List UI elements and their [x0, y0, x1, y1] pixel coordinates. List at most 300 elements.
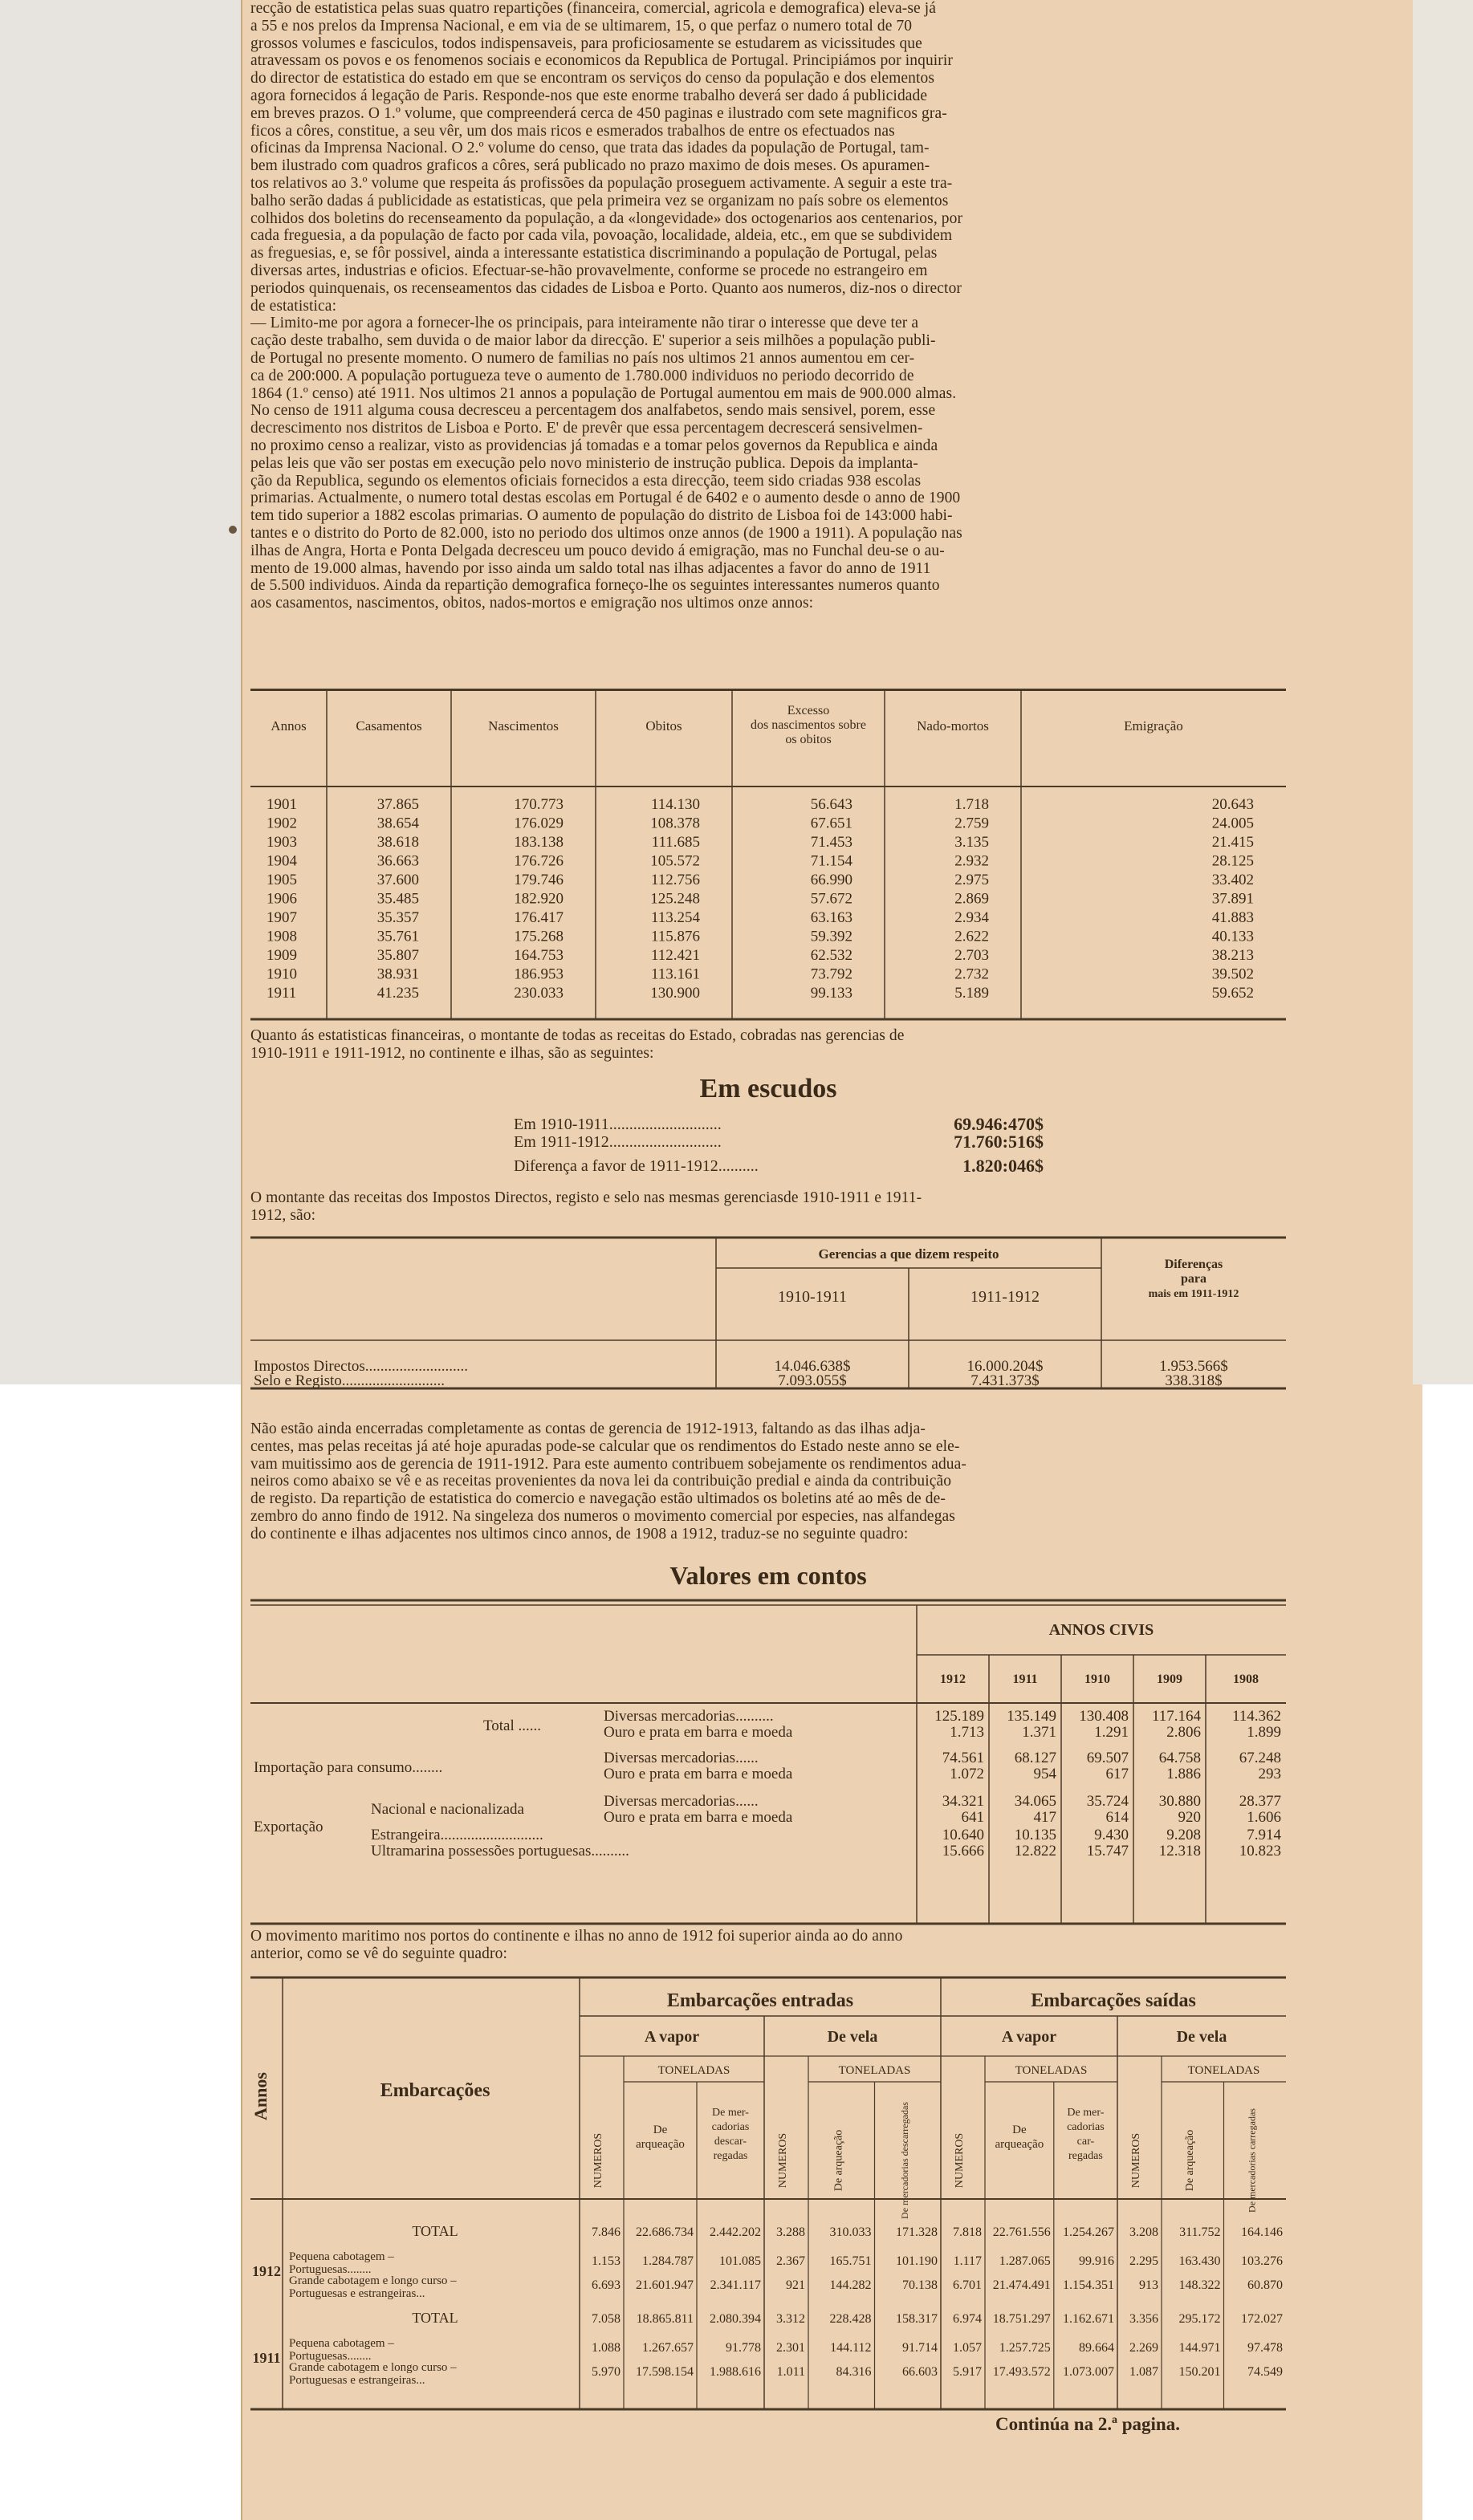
table-cell: 1.713 — [950, 1724, 984, 1741]
text-line: recção de estatistica pelas suas quatro repartições (financeira, comercial, agricola e demografica) eleva-se já — [250, 0, 937, 17]
table-cell: 12.822 — [1014, 1843, 1056, 1860]
col-header: car- — [1076, 2136, 1095, 2148]
table-cell: 176.029 — [514, 815, 564, 832]
table-cell: 38.931 — [376, 965, 419, 983]
table-cell: 38.654 — [376, 815, 419, 832]
table-cell: 41.883 — [1211, 909, 1254, 926]
table-cell: 36.663 — [376, 852, 419, 870]
table-cell: 7.058 — [592, 2312, 621, 2326]
text-line: agora fornecidos á legação de Paris. Responde-nos que este enorme trabalho deverá ser dado á publicidade — [250, 87, 928, 104]
column-header: Emigração — [1124, 718, 1183, 734]
text-line: a 55 e nos prelos da Imprensa Nacional, e em via de se ultimarem, 15, o que perfaz o numero total de 70 — [250, 17, 913, 35]
table-cell: 230.033 — [514, 985, 564, 1002]
row-label: Ouro e prata em barra e moeda — [604, 1724, 793, 1741]
table-cell: 913 — [1139, 2278, 1158, 2292]
table-cell: 3.356 — [1129, 2312, 1158, 2326]
table-cell: 920 — [1178, 1809, 1201, 1826]
table-cell: 170.773 — [514, 796, 564, 813]
table-cell: 99.916 — [1079, 2254, 1114, 2268]
year-cell: 1909 — [267, 947, 297, 964]
text-line: as freguesias, e, se fôr possivel, ainda a interessante estatistica discriminando a população de Portugal, pelas — [250, 245, 938, 262]
table-cell: 1.899 — [1247, 1724, 1281, 1741]
table-cell: 125.189 — [934, 1708, 984, 1725]
table-cell: 144.112 — [830, 2341, 872, 2355]
table-cell: 2.934 — [954, 909, 989, 926]
table-cell: 20.643 — [1211, 796, 1254, 813]
table-cell: 1.718 — [954, 796, 989, 813]
table-cell: 954 — [1033, 1766, 1056, 1782]
table-cell: 2.732 — [954, 965, 989, 983]
column-header: 1910-1911 — [778, 1288, 847, 1306]
table-cell: 37.865 — [376, 796, 419, 813]
text-line: centes, mas pelas receitas já até hoje apuradas pode-se calcular que os rendimentos do Estado neste anno se ele- — [250, 1437, 960, 1455]
table-cell: 101.085 — [719, 2254, 761, 2268]
table-cell: 158.317 — [896, 2312, 938, 2326]
text-line: de 5.500 individuos. Ainda da repartição demografica forneço-lhe os seguintes interessantes numeros quanto — [250, 577, 940, 595]
text-line: vam muitissimo aos de gerencia de 1911-1912. Para este aumento contribuem sobejamente os rendimentos adua- — [250, 1455, 967, 1473]
subgroup-header: A vapor — [1001, 2028, 1057, 2046]
column-header: para — [1181, 1272, 1206, 1286]
year-cell: 1905 — [267, 872, 297, 888]
text-line: zembro do anno findo de 1912. Na singeleza dos numeros o movimento comercial por especies, nas alfandegas — [250, 1507, 955, 1525]
table-cell: 2.295 — [1129, 2254, 1158, 2268]
table-cell: 183.138 — [514, 834, 564, 851]
taxes-table — [250, 1236, 1286, 1396]
table-cell: 28.377 — [1239, 1793, 1281, 1810]
table-cell: 2.341.117 — [710, 2278, 761, 2292]
row-label: Ouro e prata em barra e moeda — [604, 1809, 793, 1826]
group-label: Total ...... — [483, 1717, 542, 1734]
table-cell: 57.672 — [810, 890, 852, 908]
table-cell: 164.753 — [514, 947, 564, 964]
table-cell: 163.430 — [1178, 2254, 1221, 2268]
text-line: neiros como abaixo se vê e as receitas provenientes da nova lei da contribuição predial e ainda da contribuição — [250, 1473, 952, 1490]
year-cell: 1911 — [252, 2350, 281, 2366]
subgroup-header: A vapor — [644, 2028, 700, 2046]
table-cell: 70.138 — [902, 2278, 938, 2292]
table-cell: 64.758 — [1158, 1750, 1201, 1766]
table-cell: 1.154.351 — [1063, 2278, 1114, 2292]
table-cell: 150.201 — [1178, 2365, 1221, 2379]
text-line: No censo de 1911 alguma cousa decresceu a percentagem dos analfabetos, sendo mais sensivel, porem, esse — [250, 402, 936, 420]
text-line: ção da Republica, segundo os elementos oficiais fornecidos a esta direcção, teem sido criadas 938 escolas — [250, 472, 922, 490]
year-header: 1908 — [1233, 1673, 1259, 1686]
year-cell: 1903 — [267, 834, 297, 851]
text-line: no proximo censo a realizar, visto as providencias já tomadas e a tomar pelos governos da Republica e ainda — [250, 437, 938, 454]
table-cell: 73.792 — [810, 965, 852, 983]
table-cell: 38.213 — [1211, 947, 1254, 964]
punch-hole — [229, 526, 237, 534]
table-cell: 37.600 — [376, 872, 419, 888]
text-line: cada freguesia, a da população de facto por cada vila, povoação, localidade, aldeia, etc., em que se subdividem — [250, 227, 953, 245]
text-line: de registo. Da repartição de estatistica do comercio e navegação estão ultimados os boletins até ao mês de de- — [250, 1490, 946, 1508]
text-line: tos relativos ao 3.º volume que respeita ás profissões da população proseguem activamente. A seguir a este tra- — [250, 174, 953, 192]
table-cell: 74.561 — [942, 1750, 984, 1766]
receipt-row — [514, 1133, 1044, 1151]
column-header: Nascimentos — [488, 718, 559, 734]
table-cell: 6.693 — [592, 2278, 621, 2292]
column-header: 1911-1912 — [970, 1288, 1040, 1306]
subgroup-header: De vela — [827, 2028, 878, 2046]
table-cell: 113.161 — [650, 965, 700, 983]
table-cell: 7.431.373$ — [970, 1372, 1040, 1389]
col-header: De mer- — [1067, 2107, 1105, 2119]
row-label: Diversas mercadorias...... — [604, 1750, 759, 1766]
table-cell: 176.726 — [514, 852, 564, 870]
table-cell: 172.027 — [1241, 2312, 1283, 2326]
table-cell: 37.891 — [1211, 890, 1254, 908]
text-line: do continente e ilhas adjacentes nos ultimos cinco annos, de 1908 a 1912, traduz-se no seguinte quadro: — [250, 1525, 909, 1542]
receipt-value: 71.760:516$ — [954, 1132, 1044, 1152]
table-cell: 84.316 — [836, 2365, 872, 2379]
table-cell: 108.378 — [650, 815, 700, 832]
text-line: atravessam os povos e os fenomenos sociais e economicos da Republica de Portugal. Principiámos por inquirir — [250, 52, 954, 70]
col-header: regadas — [713, 2150, 748, 2162]
col-header: De mercadorias descarregadas — [898, 2102, 910, 2219]
finance-lines — [514, 1116, 1044, 1175]
table-cell: 417 — [1033, 1809, 1056, 1826]
table-cell: 21.474.491 — [992, 2278, 1051, 2292]
numeros-header: NUMEROS — [954, 2132, 966, 2189]
text-line: oficinas da Imprensa Nacional. O 2.º volume do censo, que trata das idades da população de Portugal, tam- — [250, 140, 930, 157]
table-cell: 6.701 — [953, 2278, 982, 2292]
col-header: De — [653, 2124, 668, 2136]
row-label: Selo e Registo........................... — [254, 1372, 446, 1389]
table-cell: 1.073.007 — [1063, 2365, 1114, 2379]
table-cell: 1.057 — [953, 2341, 982, 2355]
table-cell: 130.900 — [650, 985, 700, 1002]
table-cell: 67.651 — [810, 815, 852, 832]
text-line: cação deste trabalho, sem duvida o de maior labor da direcção. E' superior a seis milhões a população publi- — [250, 332, 936, 350]
table-cell: 117.164 — [1151, 1708, 1201, 1725]
taxes-intro — [250, 1189, 1286, 1225]
table-cell: 113.254 — [650, 909, 700, 926]
table-cell: 22.686.734 — [636, 2225, 694, 2239]
table-cell: 9.430 — [1094, 1827, 1129, 1843]
numeros-header: NUMEROS — [1130, 2132, 1142, 2189]
table-cell: 89.664 — [1079, 2341, 1114, 2355]
commerce-heading: Valores em contos — [669, 1561, 867, 1590]
table-cell: 35.761 — [376, 928, 419, 945]
table-cell: 10.823 — [1239, 1843, 1281, 1860]
receipt-value: 1.820:046$ — [962, 1156, 1044, 1176]
table-cell: 125.248 — [650, 890, 700, 908]
row-label: Diversas mercadorias...... — [604, 1793, 759, 1810]
text-line: em breves prazos. O 1.º volume, que compreenderá cerca de 450 paginas e ilustrado com sete magnificos gra- — [250, 104, 947, 122]
col-header: De mer- — [712, 2107, 749, 2119]
table-cell: 144.282 — [829, 2278, 872, 2292]
table-cell: 3.135 — [954, 834, 989, 851]
text-line: — Limito-me por agora a fornecer-lhe os principais, para inteiramente não tirar o interesse que deve ter a — [250, 315, 919, 332]
column-header: Nado-mortos — [917, 718, 989, 734]
row-label: Pequena cabotagem – — [289, 2250, 394, 2263]
table-cell: 112.756 — [650, 872, 700, 888]
column-header: Diferenças — [1164, 1258, 1223, 1271]
table-cell: 9.208 — [1166, 1827, 1201, 1843]
table-cell: 112.421 — [650, 947, 700, 964]
subgroup-header: De vela — [1176, 2028, 1227, 2046]
table-cell: 2.622 — [954, 928, 989, 945]
table-cell: 310.033 — [829, 2225, 872, 2239]
text-line: aos casamentos, nascimentos, obitos, nados-mortos e emigração nos ultimos onze annos: — [250, 595, 814, 612]
col-header: De arqueação — [832, 2129, 845, 2192]
col-header: De arqueação — [1183, 2129, 1196, 2192]
year-cell: 1910 — [267, 965, 297, 983]
table-cell: 34.065 — [1014, 1793, 1056, 1810]
table-cell: 24.005 — [1211, 815, 1254, 832]
group-header: Embarcações saídas — [1031, 1990, 1196, 2011]
table-cell: 2.269 — [1129, 2341, 1158, 2355]
scanner-bed-left — [0, 0, 241, 1384]
text-line: mento de 19.000 almas, havendo por isso ainda um saldo total nas ilhas adjacentes a favor do anno de 1911 — [250, 559, 931, 577]
group-header: Gerencias a que dizem respeito — [818, 1246, 999, 1262]
toneladas-header: TONELADAS — [657, 2064, 730, 2077]
table-cell: 66.990 — [810, 872, 852, 888]
toneladas-header: TONELADAS — [1187, 2064, 1260, 2077]
text-line: tantes e o distrito do Porto de 82.000, isto no periodo dos ultimos onze annos (de 1900 a 1911). A população nas — [250, 524, 962, 542]
table-cell: 14.046.638$ — [774, 1358, 851, 1375]
table-cell: 311.752 — [1179, 2225, 1221, 2239]
year-cell: 1908 — [267, 928, 297, 945]
text-line: 1910-1911 e 1911-1912, no continente e ilhas, são as seguintes: — [250, 1044, 654, 1062]
group-header: Embarcações entradas — [666, 1990, 854, 2011]
table-cell: 2.759 — [954, 815, 989, 832]
table-cell: 2.703 — [954, 947, 989, 964]
table-cell: 22.761.556 — [992, 2225, 1051, 2239]
table-cell: 165.751 — [829, 2254, 872, 2268]
column-header: Obitos — [645, 718, 682, 734]
text-line: grossos volumes e fasciculos, todos indispensaveis, para proficiosamente se estudarem as vicissitudes que — [250, 35, 922, 52]
table-cell: 114.362 — [1231, 1708, 1281, 1725]
text-line: Quanto ás estatisticas financeiras, o montante de todas as receitas do Estado, cobradas nas gerencias de — [250, 1027, 905, 1044]
embarcacoes-header: Embarcações — [380, 2080, 490, 2101]
table-cell: 1.291 — [1094, 1724, 1129, 1741]
table-cell: 1.162.671 — [1063, 2312, 1114, 2326]
table-cell: 18.751.297 — [992, 2312, 1051, 2326]
table-cell: 1.284.787 — [642, 2254, 694, 2268]
table-cell: 115.876 — [650, 928, 700, 945]
finance-intro — [250, 1027, 1286, 1063]
table-cell: 617 — [1105, 1766, 1129, 1782]
table-cell: 7.914 — [1247, 1827, 1281, 1843]
text-line: ca de 200:000. A população portugueza teve o aumento de 1.780.000 individuos no periodo decorrido de — [250, 367, 914, 384]
table-cell: 295.172 — [1178, 2312, 1221, 2326]
years-header: ANNOS CIVIS — [1048, 1621, 1154, 1639]
table-cell: 17.598.154 — [636, 2365, 694, 2379]
year-cell: 1906 — [267, 890, 297, 908]
text-line: primarias. Actualmente, o numero total destas escolas em Portugal é de 6402 e o aumento desde o anno de 1900 — [250, 490, 961, 507]
text-line: tem tido superior a 1882 escolas primarias. O aumento de população do distrito de Lisboa foi de 143:000 habi- — [250, 507, 953, 525]
table-cell: 1.072 — [950, 1766, 984, 1782]
group-label: Estrangeira........................... — [371, 1827, 543, 1843]
commerce-table — [250, 1599, 1286, 1929]
receipt-value: 69.946:470$ — [954, 1114, 1044, 1134]
group-label: Nacional e nacionalizada — [371, 1801, 524, 1818]
text-line: O montante das receitas dos Impostos Directos, registo e selo nas mesmas gerenciasde 1910-1911 e 1911- — [250, 1189, 922, 1206]
table-cell: 5.970 — [592, 2365, 621, 2379]
text-line: decrescimento nos distritos de Lisboa e Porto. E' de prevêr que essa percentagem decrescerá sensivelmen- — [250, 420, 923, 437]
intro-paragraph — [250, 0, 1286, 612]
year-cell: 1902 — [267, 815, 297, 832]
table-cell: 15.747 — [1086, 1843, 1129, 1860]
table-cell: 103.276 — [1241, 2254, 1283, 2268]
table-cell: 2.869 — [954, 890, 989, 908]
year-cell: 1912 — [252, 2263, 281, 2279]
table-cell: 97.478 — [1247, 2341, 1283, 2355]
table-cell: 38.618 — [376, 834, 419, 851]
text-line: do director de estatistica do estado em que se encontram os serviços do censo da população e dos elementos — [250, 70, 935, 87]
row-label: Portuguesas........ — [289, 2350, 372, 2363]
text-line: 1912, são: — [250, 1206, 316, 1224]
row-label: TOTAL — [412, 2310, 458, 2326]
text-line: ilhas de Angra, Horta e Ponta Delgada decresceu um pouco devido á emigração, mas no Funchal deu-se o au- — [250, 542, 945, 559]
table-cell: 144.971 — [1178, 2341, 1221, 2355]
group-label: Ultramarina possessões portuguesas.......... — [371, 1843, 629, 1860]
table-cell: 6.974 — [953, 2312, 982, 2326]
numeros-header: NUMEROS — [777, 2132, 789, 2189]
table-cell: 2.367 — [776, 2254, 805, 2268]
column-header: os obitos — [785, 733, 832, 746]
text-line: de Portugal no presente momento. O numero de familias no país nos ultimos 21 annos aumentou em cer- — [250, 349, 915, 367]
table-cell: 1.117 — [953, 2254, 982, 2268]
table-cell: 182.920 — [514, 890, 564, 908]
table-cell: 56.643 — [810, 796, 852, 813]
table-cell: 68.127 — [1014, 1750, 1056, 1766]
table-cell: 41.235 — [376, 985, 419, 1002]
table-cell: 228.428 — [829, 2312, 872, 2326]
year-header: 1912 — [940, 1673, 966, 1686]
commerce-paragraph — [250, 1421, 1286, 1543]
table-cell: 67.248 — [1239, 1750, 1281, 1766]
col-header: descar- — [714, 2136, 747, 2148]
table-cell: 1.087 — [1129, 2365, 1158, 2379]
numeros-header: NUMEROS — [592, 2132, 604, 2189]
demographic-table — [250, 690, 1286, 1021]
table-cell: 176.417 — [514, 909, 564, 926]
table-cell: 2.301 — [776, 2341, 805, 2355]
table-cell: 2.806 — [1166, 1724, 1201, 1741]
table-cell: 7.846 — [592, 2225, 621, 2239]
column-header: Casamentos — [356, 718, 422, 734]
table-cell: 171.328 — [896, 2225, 938, 2239]
table-cell: 1.088 — [592, 2341, 621, 2355]
table-cell: 62.532 — [810, 947, 852, 964]
table-cell: 1.267.657 — [642, 2341, 694, 2355]
table-cell: 74.549 — [1247, 2365, 1283, 2379]
text-line: pelas leis que vão ser postas em execução pelo novo ministerio de instrução publica. Depois da implanta- — [250, 454, 918, 472]
table-cell: 30.880 — [1158, 1793, 1201, 1810]
table-cell: 3.312 — [776, 2312, 805, 2326]
column-header: mais em 1911-1912 — [1148, 1288, 1239, 1300]
table-cell: 1.606 — [1247, 1809, 1281, 1826]
table-cell: 35.357 — [376, 909, 419, 926]
text-line: ficos a côres, constitue, a seu vêr, um dos mais ricos e esmerados trabalhos de entre os efectuados nas — [250, 122, 895, 140]
table-cell: 33.402 — [1211, 872, 1254, 888]
table-cell: 1.988.616 — [710, 2365, 761, 2379]
table-cell: 12.318 — [1158, 1843, 1201, 1860]
table-cell: 5.917 — [953, 2365, 982, 2379]
table-cell: 1.953.566$ — [1159, 1358, 1228, 1375]
table-cell: 10.135 — [1014, 1827, 1056, 1843]
group-label: Exportação — [254, 1819, 323, 1835]
text-line: periodos quinquenais, os recenseamentos das cidades de Lisboa e Porto. Quanto aos numeros, diz-nos o director — [250, 279, 962, 297]
column-header: dos nascimentos sobre — [751, 718, 866, 732]
table-cell: 114.130 — [650, 796, 700, 813]
toneladas-header: TONELADAS — [1015, 2064, 1088, 2077]
col-header: cadorias — [711, 2121, 750, 2133]
table-cell: 66.603 — [902, 2365, 938, 2379]
table-cell: 28.125 — [1211, 852, 1254, 870]
table-cell: 2.442.202 — [710, 2225, 761, 2239]
table-cell: 63.163 — [810, 909, 852, 926]
text-line: O movimento maritimo nos portos do continente e ilhas no anno de 1912 foi superior ainda ao do anno — [250, 1928, 903, 1945]
scanner-bed-right — [1413, 0, 1473, 1384]
table-cell: 175.268 — [514, 928, 564, 945]
table-cell: 35.485 — [376, 890, 419, 908]
row-label: Portuguesas........ — [289, 2263, 372, 2276]
toneladas-header: TONELADAS — [838, 2064, 911, 2077]
row-label: TOTAL — [412, 2223, 458, 2239]
row-label: Ouro e prata em barra e moeda — [604, 1766, 793, 1782]
year-header: 1910 — [1084, 1673, 1110, 1686]
row-label: Grande cabotagem e longo curso – — [289, 2361, 457, 2374]
table-cell: 69.507 — [1086, 1750, 1129, 1766]
table-cell: 21.415 — [1211, 834, 1254, 851]
text-line: de estatistica: — [250, 297, 337, 315]
shipping-intro — [250, 1928, 1286, 1963]
table-cell: 34.321 — [942, 1793, 984, 1810]
table-cell: 921 — [786, 2278, 805, 2292]
table-cell: 2.080.394 — [710, 2312, 761, 2326]
table-cell: 15.666 — [942, 1843, 984, 1860]
row-label: Grande cabotagem e longo curso – — [289, 2274, 457, 2287]
row-label: Portuguesas e estrangeiras... — [289, 2287, 425, 2300]
receipt-label: Diferença a favor de 1911-1912.......... — [514, 1157, 759, 1175]
column-header: Annos — [271, 718, 307, 734]
table-cell: 71.154 — [810, 852, 852, 870]
table-cell: 39.502 — [1211, 965, 1254, 983]
table-cell: 164.146 — [1241, 2225, 1283, 2239]
receipt-label: Em 1910-1911............................ — [514, 1116, 722, 1133]
table-cell: 1.254.267 — [1063, 2225, 1114, 2239]
year-cell: 1901 — [267, 796, 297, 813]
table-cell: 2.932 — [954, 852, 989, 870]
row-label: Impostos Directos........................... — [254, 1358, 469, 1375]
table-cell: 10.640 — [942, 1827, 984, 1843]
table-cell: 641 — [961, 1809, 984, 1826]
table-cell: 293 — [1258, 1766, 1281, 1782]
table-cell: 5.189 — [954, 985, 989, 1002]
table-cell: 3.288 — [776, 2225, 805, 2239]
group-label: Importação para consumo........ — [254, 1759, 443, 1776]
table-cell: 59.652 — [1211, 985, 1254, 1002]
table-cell: 2.975 — [954, 872, 989, 888]
col-header: De — [1012, 2124, 1027, 2136]
year-header: 1911 — [1012, 1673, 1038, 1686]
table-cell: 338.318$ — [1165, 1372, 1223, 1389]
text-line: Não estão ainda encerradas completamente as contas de gerencia de 1912-1913, faltando as das ilhas adja- — [250, 1421, 926, 1437]
table-cell: 7.093.055$ — [778, 1372, 847, 1389]
text-line: balho serão dadas á publicidade as estatisticas, que pela primeira vez se organizam no país sobre os elementos — [250, 192, 949, 209]
text-line: 1864 (1.º censo) até 1911. Nos ultimos 21 annos a população de Portugal aumentou em mais de 900.000 almas. — [250, 384, 957, 402]
table-cell: 40.133 — [1211, 928, 1254, 945]
table-cell: 614 — [1105, 1809, 1129, 1826]
table-cell: 1.257.725 — [999, 2341, 1051, 2355]
table-cell: 148.322 — [1178, 2278, 1221, 2292]
finance-heading: Em escudos — [699, 1074, 837, 1104]
year-cell: 1904 — [267, 852, 297, 870]
table-cell: 7.818 — [953, 2225, 982, 2239]
